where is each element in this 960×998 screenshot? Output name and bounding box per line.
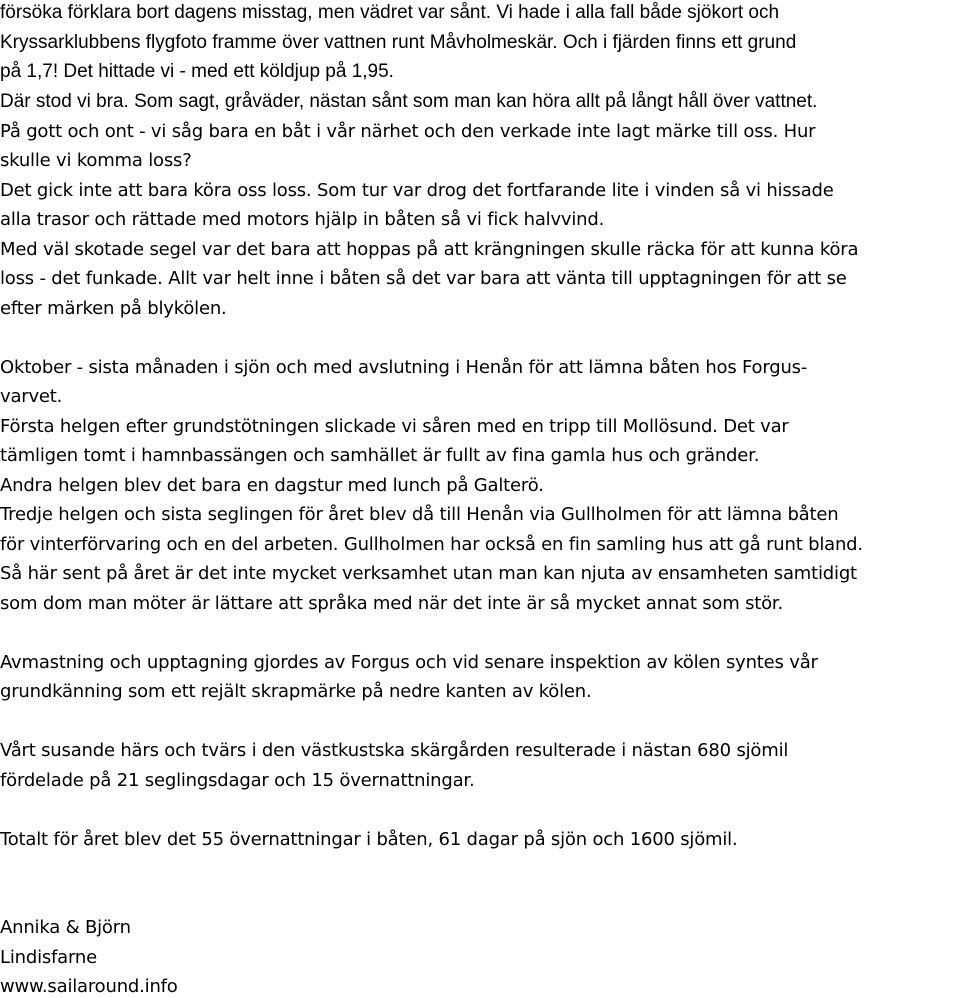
text-line: Det gick inte att bara köra oss loss. Som tur var drog det fortfarande lite i vinden så vi hissade [0, 180, 834, 201]
text-line: Oktober - sista månaden i sjön och med avslutning i Henån för att lämna båten hos Forgus- [0, 357, 808, 378]
text-line: Så här sent på året är det inte mycket verksamhet utan man kan njuta av ensamheten samtidigt [0, 563, 857, 584]
text-line: Andra helgen blev det bara en dagstur med lunch på Galterö. [0, 475, 544, 496]
text-line: som dom man möter är lättare att språka med när det inte är så mycket annat som stör. [0, 593, 784, 614]
text-line: varvet. [0, 386, 63, 407]
text-line: tämligen tomt i hamnbassängen och samhället är fullt av fina gamla hus och gränder. [0, 445, 760, 466]
text-line: efter märken på blykölen. [0, 298, 227, 319]
signature-boat: Lindisfarne [0, 947, 97, 968]
text-line: fördelade på 21 seglingsdagar och 15 övernattningar. [0, 770, 475, 791]
text-line: för vinterförvaring och en del arbeten. Gullholmen har också en fin samling hus att gå runt bland. [0, 534, 863, 555]
text-line: Tredje helgen och sista seglingen för året blev då till Henån via Gullholmen för att lämna båten [0, 504, 839, 525]
text-line: Där stod vi bra. Som sagt, gråväder, nästan sånt som man kan höra allt på långt håll över vattnet. [0, 91, 818, 112]
text-line: på 1,7! Det hittade vi - med ett köldjup på 1,95. [0, 61, 394, 82]
signature-names: Annika & Björn [0, 917, 131, 938]
text-line: Kryssarklubbens flygfoto framme över vattnen runt Måvholmeskär. Och i fjärden finns ett grund [0, 32, 797, 53]
text-line: På gott och ont - vi såg bara en båt i vår närhet och den verkade inte lagt märke till oss. Hur [0, 121, 816, 142]
text-line: Med väl skotade segel var det bara att hoppas på att krängningen skulle räcka för att kunna köra [0, 239, 859, 260]
text-line: Totalt för året blev det 55 övernattningar i båten, 61 dagar på sjön och 1600 sjömil. [0, 829, 738, 850]
text-line: skulle vi komma loss? [0, 150, 192, 171]
text-line: alla trasor och rättade med motors hjälp in båten så vi fick halvvind. [0, 209, 605, 230]
text-line: Vårt susande härs och tvärs i den västkustska skärgården resulterade i nästan 680 sjömil [0, 740, 789, 761]
text-line: grundkänning som ett rejält skrapmärke på nedre kanten av kölen. [0, 681, 592, 702]
text-line: försöka förklara bort dagens misstag, men vädret var sånt. Vi hade i alla fall både sjökort och [0, 2, 780, 23]
signature-website: www.sailaround.info [0, 976, 178, 997]
text-line: Första helgen efter grundstötningen slickade vi såren med en tripp till Mollösund. Det var [0, 416, 789, 437]
text-line: loss - det funkade. Allt var helt inne i båten så det var bara att vänta till upptagningen för att se [0, 268, 847, 289]
text-line: Avmastning och upptagning gjordes av Forgus och vid senare inspektion av kölen syntes vår [0, 652, 818, 673]
